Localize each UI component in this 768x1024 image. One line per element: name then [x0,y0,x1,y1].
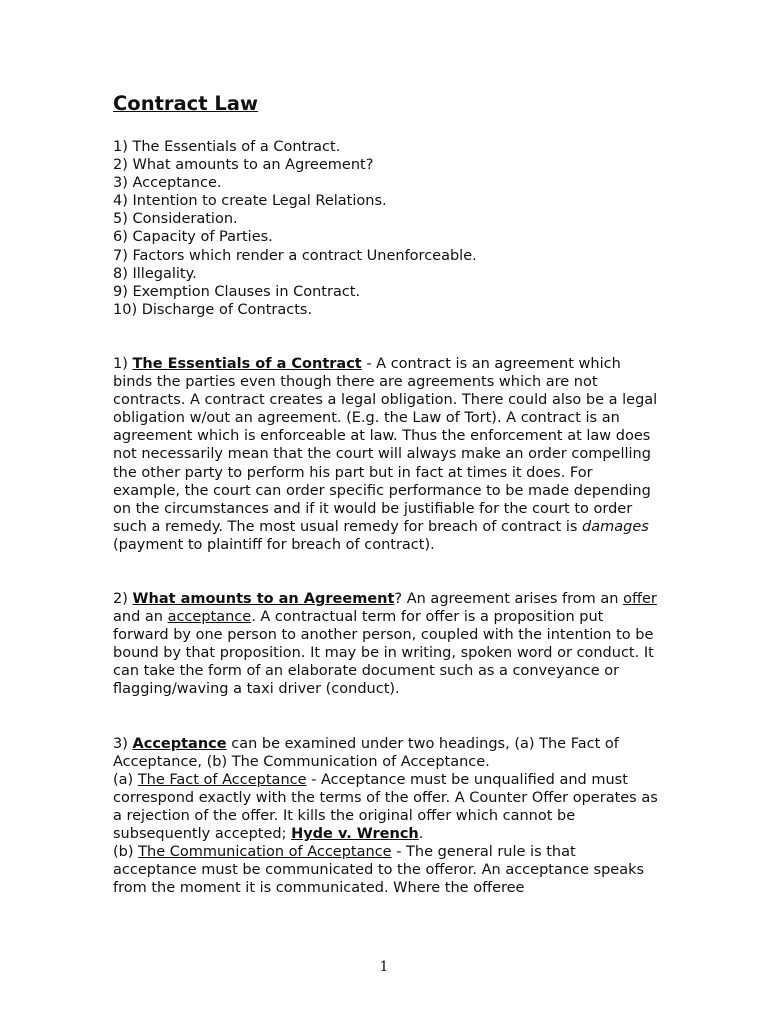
toc-item: 4) Intention to create Legal Relations. [113,193,387,210]
section-agreement [113,590,658,699]
subsection-heading: The Fact of Acceptance [137,771,307,788]
section-text: (payment to plaintiff for breach of contract). [113,536,435,553]
section-heading: The Essentials of a Contract [132,355,362,372]
spacer [113,554,658,590]
section-heading: Acceptance [132,735,227,752]
subsection-prefix: (b) [113,844,139,861]
section-text: - A contract is an agreement which binds the parties even though there are agreements which are not contracts. A contract creates a legal obligation. There could also be a legal obligation w/out an agreement. (E.g. the Law of Tort). A contract is an agreement which is enforceable at law. Thus the enforcement at law does not necessarily mean that the court will always make an order compelling the other party to perform his part but in fact at times it does. For example, the court can order specific performance to be made depending on the circumstances and if it would be justifiable for the court to order such a remedy. The most usual remedy for breach of contract is [113,355,658,535]
toc-item: 2) What amounts to an Agreement? [113,157,374,174]
case-citation: Hyde v. Wrench [291,826,419,842]
table-of-contents [113,138,658,319]
section-text: - The general rule is that acceptance must be communicated to the offeror. An acceptance speaks from the moment it is communicated. Where the offeree [113,844,645,897]
toc-item: 5) Consideration. [113,211,238,228]
section-text: . [418,826,424,842]
toc-item: 7) Factors which render a contract Unenforceable. [113,247,477,264]
section-text: . A contractual term for offer is a proposition put forward by one person to another person, coupled with the intention to be bound by that proposition. It may be in writing, spoken word or conduct. It can take the form of an elaborate document such as a conveyance or flagging/waving a taxi driver (conduct). [113,609,654,698]
page-title: Contract Law [113,92,258,115]
section-acceptance [113,735,658,898]
section-heading: What amounts to an Agreement [132,590,395,607]
subsection-heading: The Communication of Acceptance [138,844,392,861]
toc-item: 10) Discharge of Contracts. [113,301,313,318]
section-text: - Acceptance must be unqualified and must correspond exactly with the terms of the offer. A Counter Offer operates as a rejection of the offer. It kills the original offer which cannot be subsequently accepted; [113,771,658,842]
toc-item: 8) Illegality. [113,265,197,282]
term-acceptance: acceptance [167,609,252,626]
toc-item: 3) Acceptance. [113,175,222,192]
toc-item: 1) The Essentials of a Contract. [113,139,341,155]
section-essentials [113,355,658,554]
section-text: and an [113,609,168,626]
document-page [113,92,658,897]
toc-item: 9) Exemption Clauses in Contract. [113,283,361,300]
subsection-prefix: (a) [113,771,138,788]
spacer [113,319,658,355]
term-offer: offer [623,590,657,607]
toc-item: 6) Capacity of Parties. [113,229,273,246]
section-number: 2) [113,590,133,607]
section-number: 3) [113,735,133,752]
emphasis-damages: damages [582,518,649,535]
section-number: 1) [113,355,133,372]
page-number: 1 [379,959,389,975]
section-text: ? An agreement arises from an [394,590,624,607]
section-text: can be examined under two headings, (a) The Fact of Acceptance, (b) The Communication of Acceptance. [113,735,619,770]
spacer [113,699,658,735]
